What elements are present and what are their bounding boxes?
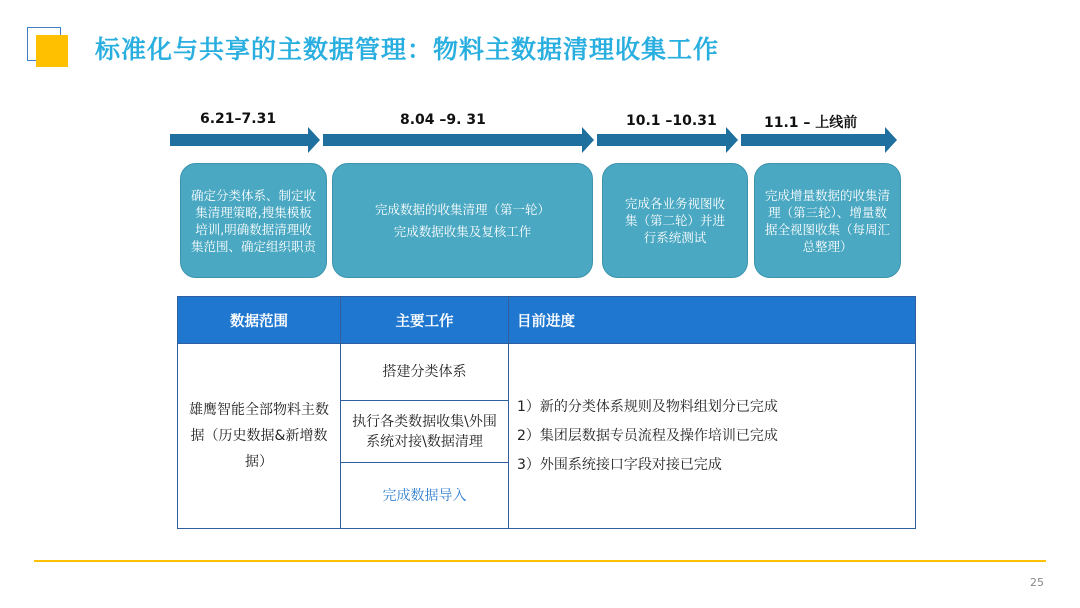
header-data-scope: 数据范围 (178, 297, 341, 344)
table-header-row (178, 297, 916, 344)
footer-divider (34, 560, 1046, 562)
data-scope-text: 雄鹰智能全部物料主数据（历史数据&新增数据） (189, 402, 329, 470)
phase-2-task-line-2: 完成数据收集及复核工作 (393, 223, 532, 239)
progress-item-3: 3）外围系统接口字段对接已完成 (517, 456, 722, 473)
header-main-work: 主要工作 (341, 297, 509, 344)
table-row (178, 344, 916, 401)
phase-3-date: 10.1 –10.31 (626, 113, 717, 129)
phase-3-task: 完成各业务视图收集（第二轮）并进行系统测试 (624, 196, 725, 245)
page-title: 标准化与共享的主数据管理：物料主数据清理收集工作 (95, 35, 720, 64)
phase-4-task: 完成增量数据的收集清理（第三轮）、增量数据全视图收集（每周汇总整理） (765, 187, 891, 254)
phase-3-task-box (602, 163, 748, 278)
work-item-3: 完成数据导入 (382, 487, 467, 504)
phase-2-task-box (332, 163, 593, 278)
phase-2-task-line-1: 完成数据的收集清理（第一轮） (374, 201, 550, 217)
phase-4-date: 11.1 – 上线前 (764, 115, 858, 131)
phase-1-date: 6.21–7.31 (200, 111, 277, 127)
header-progress: 目前进度 (509, 297, 916, 344)
page-number: 25 (1030, 576, 1044, 589)
data-scope-cell (178, 344, 341, 529)
phase-4-task-box (754, 163, 901, 278)
phase-1-task-box (180, 163, 327, 278)
progress-item-2: 2）集团层数据专员流程及操作培训已完成 (517, 427, 778, 444)
phase-1-task: 确定分类体系、制定收集清理策略,搜集模板培训,明确数据清理收集范围、确定组织职责 (191, 187, 317, 254)
logo-square (36, 35, 68, 67)
arrow-phase-3 (597, 127, 738, 153)
work-item-2: 执行各类数据收集\外围系统对接\数据清理 (352, 413, 497, 450)
work-cell-1 (341, 344, 509, 401)
progress-cell (509, 344, 916, 529)
work-item-1: 搭建分类体系 (382, 364, 467, 380)
phase-2-date: 8.04 –9. 31 (400, 112, 486, 128)
arrow-phase-1 (170, 127, 320, 153)
work-cell-3 (341, 463, 509, 529)
work-cell-2 (341, 401, 509, 463)
progress-item-1: 1）新的分类体系规则及物料组划分已完成 (517, 398, 778, 415)
progress-table (177, 296, 916, 529)
arrow-phase-2 (323, 127, 594, 153)
